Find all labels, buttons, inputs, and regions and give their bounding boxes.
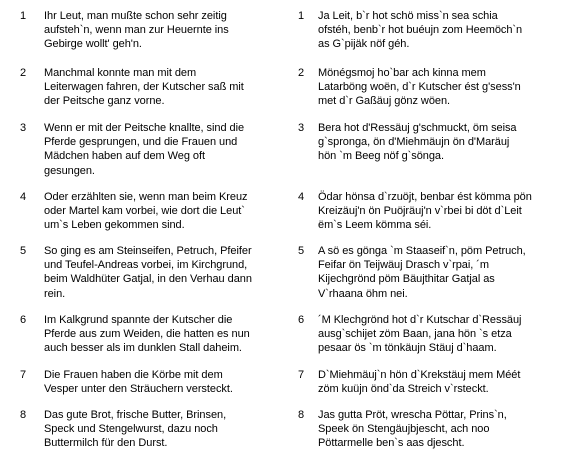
row-number-left: 4 xyxy=(20,191,27,203)
dialect-text: ´M Klechgrönd hot d`r Kutschar d`Ressäuj ausg`schijet zöm Baan, jana hön `s etza pesaar ös `m tönkäujn Stäuj d`haam. xyxy=(318,314,522,355)
german-text: Das gute Brot, frische Butter, Brinsen, Speck und Stengelwurst, dazu noch Buttermilch für den Durst. xyxy=(44,409,227,450)
german-text: Wenn er mit der Peitsche knallte, sind die Pferde gesprungen, und die Frauen und Mädchen haben auf dem Weg oft gesungen. xyxy=(44,122,245,177)
german-text: Manchmal konnte man mit dem Leiterwagen fahren, der Kutscher saß mit der Peitsche ganz vorne. xyxy=(44,67,244,108)
row-number-left: 6 xyxy=(20,314,27,326)
row-number-left: 1 xyxy=(20,10,27,22)
row-number-left: 5 xyxy=(20,245,27,257)
row-number-left: 2 xyxy=(20,67,27,79)
dialect-text: Ja Leit, b`r hot schö miss`n sea schia ofstéh, benb`r hot buéujn zom Heemöch`n as G`pijäk nöf géh. xyxy=(318,10,523,51)
row-number-left: 7 xyxy=(20,369,27,381)
german-text: So ging es am Steinseifen, Petruch, Pfeifer und Teufel-Andreas vorbei, im Kirchgrund, beim Waldhüter Gatjal, in den Verhau dann rein. xyxy=(44,245,252,300)
german-text: Ihr Leut, man mußte schon sehr zeitig aufsteh`n, wenn man zur Heuernte ins Gebirge wollt' geh'n. xyxy=(44,10,229,51)
row-number-left: 8 xyxy=(20,409,27,421)
dialect-text: D`Miehmäuj`n hön d`Krekstäuj mem Méét zöm kuüjn önd`da Streich v`rsteckt. xyxy=(318,369,521,396)
row-number-left: 3 xyxy=(20,122,27,134)
german-text: Oder erzählten sie, wenn man beim Kreuz oder Martel kam vorbei, wie dort die Leut` um`s Leben gekommen sind. xyxy=(44,191,248,232)
german-text: Die Frauen haben die Körbe mit dem Vesper unter den Sträuchern versteckt. xyxy=(44,369,233,396)
german-text: Im Kalkgrund spannte der Kutscher die Pferde aus zum Weiden, die hatten es nun auch besser als im dunklen Stall daheim. xyxy=(44,314,250,355)
row-number-right: 5 xyxy=(298,245,305,257)
row-number-right: 1 xyxy=(298,10,305,22)
row-number-right: 3 xyxy=(298,122,305,134)
row-number-right: 2 xyxy=(298,67,305,79)
dialect-text: Mönégsmoj ho`bar ach kinna mem Latarböng woën, d`r Kutscher ést g'sess'n met d`r Gaßäuj gönz wöen. xyxy=(318,67,521,108)
row-number-right: 8 xyxy=(298,409,305,421)
dialect-text: Jas gutta Pröt, wrescha Pöttar, Prins`n, Speek ön Stengäujbjescht, ach noo Pöttarmelle ben`s aas djescht. xyxy=(318,409,507,450)
row-number-right: 4 xyxy=(298,191,305,203)
dialect-text: Ödar hönsa d`rzuöjt, benbar ést kömma pön Kreizäuj'n ön Puöjräuj'n v`rbei bi döt d`Leit ëm`s Leem kömma séi. xyxy=(318,191,532,232)
row-number-right: 7 xyxy=(298,369,305,381)
row-number-right: 6 xyxy=(298,314,305,326)
dialect-text: Bera hot d'Ressäuj g'schmuckt, öm seisa g`spronga, ön d'Miehmäujn ön d'Maräuj hön `m Beeg nöf g`sönga. xyxy=(318,122,517,163)
dialect-text: A sö es gönga `m Staaseif`n, pöm Petruch, Feifar ön Teijwäuj Drasch v`rpai, ´m Kijechgrönd pöm Bäujthitar Gatjal as V`rhaana öhm nei. xyxy=(318,245,526,300)
